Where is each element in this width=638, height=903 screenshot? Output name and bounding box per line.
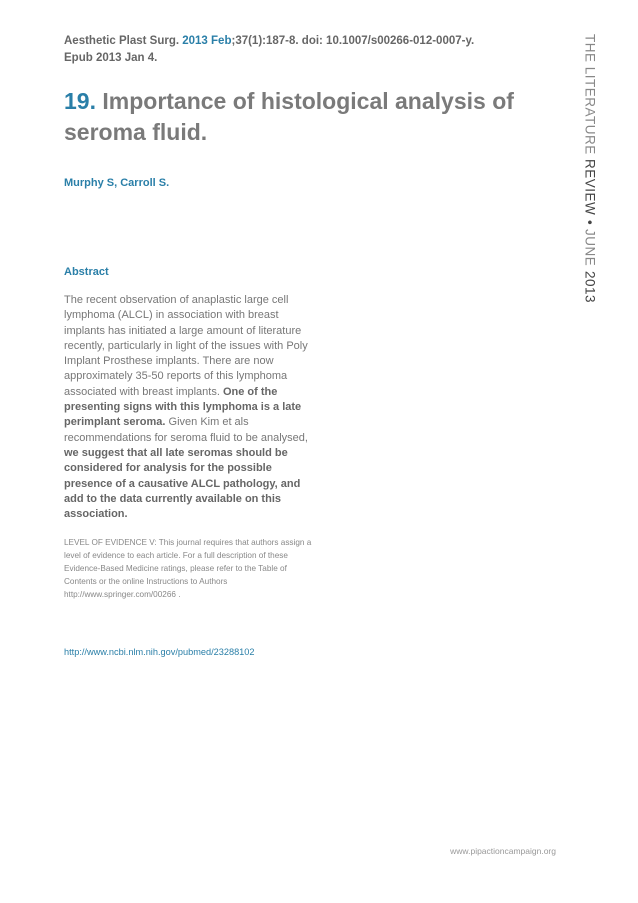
evidence-note: LEVEL OF EVIDENCE V: This journal requires that authors assign a level of evidence to each article. For a full description of these Evidence-Based Medicine ratings, please refer to the Table of Contents or the online Instructions to Authors http://www.springer.com/00266 . [64, 538, 312, 599]
side-band-review: REVIEW [582, 159, 598, 216]
abstract-body [64, 293, 316, 522]
authors: Murphy S, Carroll S. [64, 177, 170, 189]
pubmed-link[interactable]: http://www.ncbi.nlm.nih.gov/pubmed/23288102 [64, 647, 255, 657]
citation-journal: Aesthetic Plast Surg. [64, 35, 180, 47]
abstract-segment: Given Kim et als recommendations for seroma fluid to be analysed, [64, 416, 308, 444]
citation [64, 33, 534, 67]
side-band-month: JUNE [582, 229, 598, 267]
side-band-series: THE LITERATURE [582, 34, 598, 155]
abstract-segment-bold: we suggest that all late seromas should be considered for analysis for the possible presence of a causative ALCL pathology, and add to the data currently available on this association. [64, 446, 301, 521]
side-band-separator: • [582, 219, 598, 225]
abstract-heading: Abstract [64, 266, 109, 278]
abstract-segment: The recent observation of anaplastic large cell lymphoma (ALCL) in association with breast implants has initiated a large amount of literature recently, particularly in light of the issues with Poly Implant Prosthese implants. There are now approximately 35-50 reports of this lymphoma associated with breast implants. [64, 294, 308, 398]
side-band-year: 2013 [582, 270, 598, 303]
abstract-segment-bold: One of the presenting signs with this lymphoma is a late perimplant seroma. [64, 385, 302, 429]
citation-details: ;37(1):187-8. doi: 10.1007/s00266-012-0007-y. [231, 35, 475, 47]
article-number: 19. [64, 88, 96, 114]
article-title [64, 86, 534, 148]
citation-date: 2013 Feb [182, 35, 232, 47]
article-title-text: Importance of histological analysis of seroma fluid. [64, 88, 514, 145]
citation-epub: Epub 2013 Jan 4. [64, 52, 158, 64]
side-band [578, 34, 602, 303]
footer-website: www.pipactioncampaign.org [450, 846, 556, 856]
